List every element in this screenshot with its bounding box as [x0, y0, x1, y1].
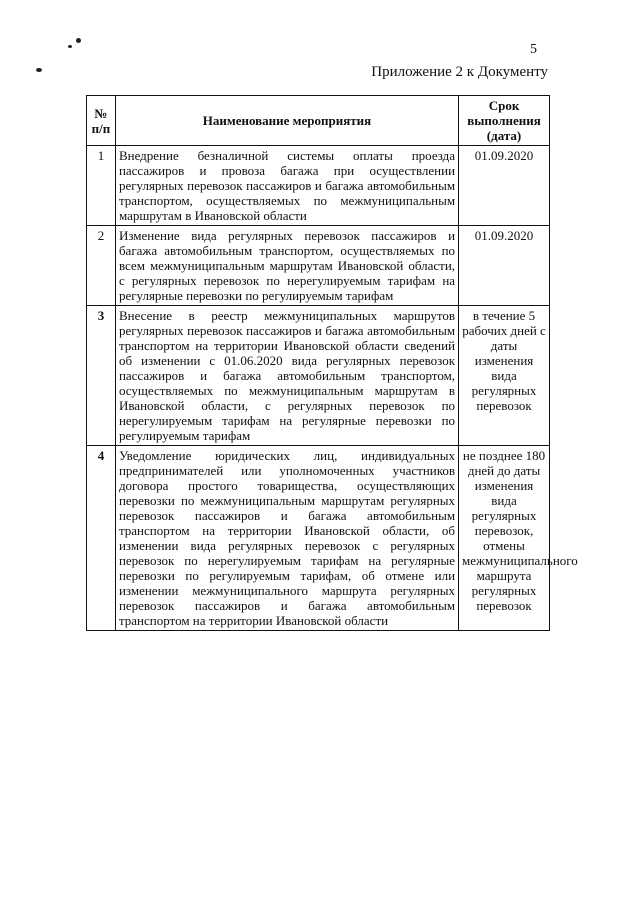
row-measure-name: Внесение в реестр межмуниципальных маршрутов регулярных перевозок пассажиров и багажа автомобильным транспортом на территории Ивановской области сведений об изменении с 01.06.2020 вида регулярных перевозок пассажиров и багажа автомобильным транспортом, осуществляемых по межмуниципальным маршрутам в Ивановской области, с регулярных перевозок по нерегулируемым тарифам на регулярные перевозки по регулируемым тарифам: [115, 306, 458, 446]
appendix-title: Приложение 2 к Документу: [371, 64, 548, 80]
row-number: 1: [87, 146, 116, 226]
row-number: 3: [87, 306, 116, 446]
table-row: [87, 446, 550, 631]
scan-speck: [76, 38, 81, 43]
scan-speck: [68, 45, 72, 48]
table-row: [87, 146, 550, 226]
header-term: Срок выполнения (дата): [459, 96, 550, 146]
row-term: 01.09.2020: [459, 226, 550, 306]
table-row: [87, 226, 550, 306]
measures-table: [86, 95, 578, 631]
row-term: 01.09.2020: [459, 146, 550, 226]
row-term: в течение 5 рабочих дней с даты изменения вида регулярных перевозок: [459, 306, 550, 446]
table-row: [87, 306, 550, 446]
row-measure-name: Внедрение безналичной системы оплаты проезда пассажиров и провоза багажа при осуществлении регулярных перевозок пассажиров и багажа автомобильным транспортом, осуществляемых по межмуниципальным маршрутам в Ивановской области: [115, 146, 458, 226]
row-term: не позднее 180 дней до даты изменения вида регулярных перевозок, отмены межмуниципального маршрута регулярных перевозок: [459, 446, 550, 631]
row-measure-name: Уведомление юридических лиц, индивидуальных предпринимателей или уполномоченных участников договора простого товарищества, осуществляющих перевозки по межмуниципальным маршрутам регулярных перевозок пассажиров и багажа автомобильным транспортом на территории Ивановской области, об изменении вида регулярных перевозок с регулярных перевозок по нерегулируемым тарифам на регулярные перевозки по регулируемым тарифам, об отмене или изменении межмуниципального маршрута регулярных перевозок пассажиров и багажа автомобильным транспортом на территории Ивановской области: [115, 446, 458, 631]
header-num: № п/п: [87, 96, 116, 146]
row-number: 2: [87, 226, 116, 306]
header-name: Наименование мероприятия: [115, 96, 458, 146]
row-measure-name: Изменение вида регулярных перевозок пассажиров и багажа автомобильным транспортом, осуществляемых по всем межмуниципальным маршрутам Ивановской области, с регулярных перевозок по нерегулируемым тарифам на регулярные перевозки по регулируемым тарифам: [115, 226, 458, 306]
row-number: 4: [87, 446, 116, 631]
scan-speck: [36, 68, 42, 72]
page-number: 5: [530, 42, 537, 57]
table-header-row: [87, 96, 550, 146]
